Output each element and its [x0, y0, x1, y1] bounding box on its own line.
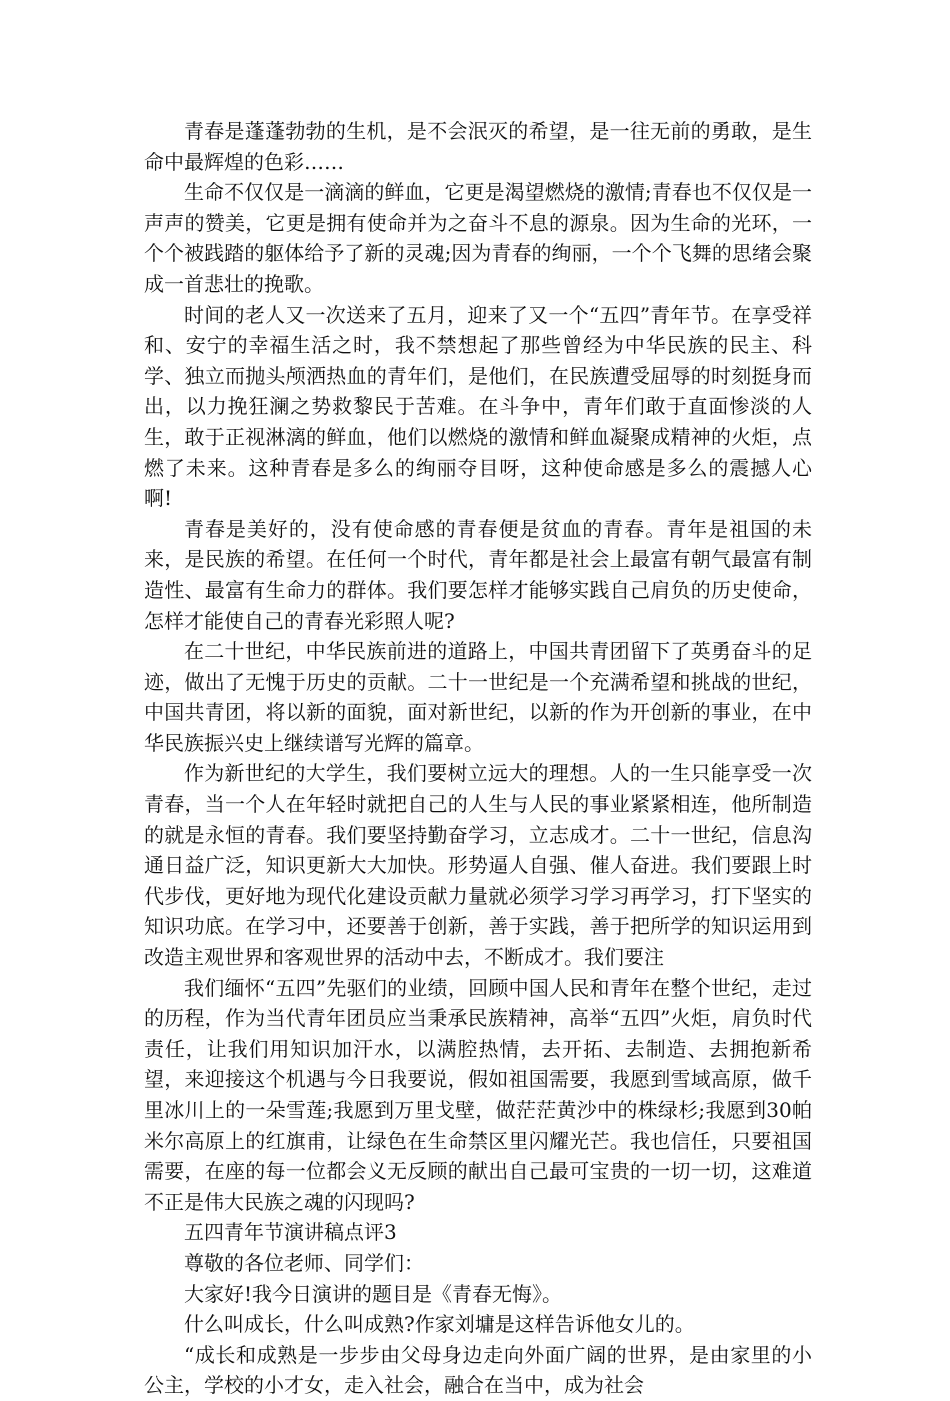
greeting: 大家好!我今日演讲的题目是《青春无悔》。 [184, 1281, 563, 1306]
paragraph-6: 作为新世纪的大学生，我们要树立远大的理想。人的一生只能享受一次青春，当一个人在年轻时就把自己的人生与人民的事业紧紧相连，他所制造的就是永恒的青春。我们要坚持勤奋学习，立志成才。二十一世纪，信息沟通日益广泛，知识更新大大加快。形势逼人自强、催人奋进。我们要跟上时代步伐，更好地为现代化建设贡献力量就必须学习学习再学习，打下坚实的知识功底。在学习中，还要善于创新，善于实践，善于把所学的知识运用到改造主观世界和客观世界的活动中去，不断成才。我们要注 [144, 761, 812, 970]
paragraph-3: 时间的老人又一次送来了五月，迎来了又一个“五四”青年节。在享受祥和、安宁的幸福生活之时，我不禁想起了那些曾经为中华民族的民主、科学、独立而抛头颅洒热血的青年们，是他们，在民族遭受屈辱的时刻挺身而出，以力挽狂澜之势救黎民于苦难。在斗争中，青年们敢于直面惨淡的人生，敢于正视淋漓的鲜血，他们以燃烧的激情和鲜血凝聚成精神的火炬，点燃了未来。这种青春是多么的绚丽夺目呀，这种使命感是多么的震撼人心啊! [144, 302, 812, 511]
document-page [144, 116, 812, 1401]
question-line: 什么叫成长，什么叫成熟?作家刘墉是这样告诉他女儿的。 [184, 1312, 695, 1337]
section-heading: 五四青年节演讲稿点评3 [184, 1220, 397, 1245]
paragraph-4: 青春是美好的，没有使命感的青春便是贫血的青春。青年是祖国的未来，是民族的希望。在任何一个时代，青年都是社会上最富有朝气最富有制造性、最富有生命力的群体。我们要怎样才能够实践自己肩负的历史使命，怎样才能使自己的青春光彩照人呢? [144, 516, 812, 633]
quote-paragraph: “成长和成熟是一步步由父母身边走向外面广阔的世界，是由家里的小公主，学校的小才女，走入社会，融合在当中，成为社会 [144, 1342, 812, 1398]
salutation: 尊敬的各位老师、同学们： [184, 1250, 424, 1275]
paragraph-7: 我们缅怀“五四”先驱们的业绩，回顾中国人民和青年在整个世纪，走过的历程，作为当代青年团员应当秉承民族精神，高举“五四”火炬，肩负时代责任，让我们用知识加汗水，以满腔热情，去开拓、去制造、去拥抱新希望，来迎接这个机遇与今日我要说，假如祖国需要，我愿到雪域高原，做千里冰川上的一朵雪莲;我愿到万里戈壁，做茫茫黄沙中的株绿杉;我愿到30帕米尔高原上的红旗甫，让绿色在生命禁区里闪耀光芒。我也信任，只要祖国需要，在座的每一位都会义无反顾的献出自己最可宝贵的一切一切，这难道不正是伟大民族之魂的闪现吗? [144, 975, 812, 1214]
paragraph-5: 在二十世纪，中华民族前进的道路上，中国共青团留下了英勇奋斗的足迹，做出了无愧于历史的贡献。二十一世纪是一个充满希望和挑战的世纪，中国共青团，将以新的面貌，面对新世纪，以新的作为开创新的事业，在中华民族振兴史上继续谱写光辉的篇章。 [144, 639, 812, 755]
paragraph-2: 生命不仅仅是一滴滴的鲜血，它更是渴望燃烧的激情;青春也不仅仅是一声声的赞美，它更是拥有使命并为之奋斗不息的源泉。因为生命的光环，一个个被践踏的躯体给予了新的灵魂;因为青春的绚丽，一个个飞舞的思绪会聚成一首悲壮的挽歌。 [144, 180, 812, 296]
paragraph-1: 青春是蓬蓬勃勃的生机，是不会泯灭的希望，是一往无前的勇敢，是生命中最辉煌的色彩…… [144, 119, 812, 174]
